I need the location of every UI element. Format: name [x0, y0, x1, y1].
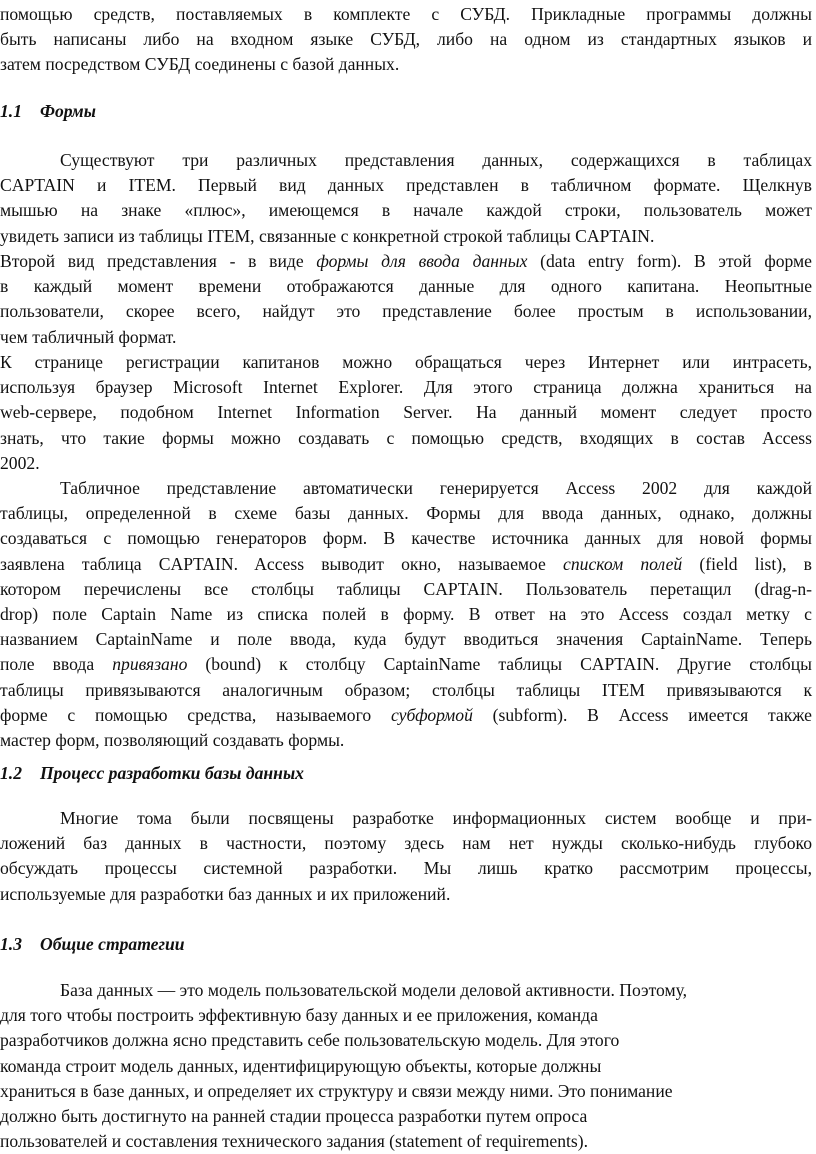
- text-line: пользователей и составления технического задания (statement of requirements).: [0, 1131, 589, 1152]
- text-line: знать, что такие формы можно создавать с помощью средств, входящих в состав Access: [0, 427, 812, 448]
- text-line: названием CaptainName и поле ввода, куда будут вводиться значения CaptainName. Теперь: [0, 629, 812, 650]
- text-line: используемые для разработки баз данных и их приложений.: [0, 883, 451, 904]
- text-line: помощью средств, поставляемых в комплекте с СУБД. Прикладные программы должны: [0, 4, 812, 24]
- section-heading-1-1: [0, 99, 96, 124]
- text-line: затем посредством СУБД соединены с базой данных.: [0, 54, 400, 75]
- text-line: К странице регистрации капитанов можно обращаться через Интернет или интрасеть,: [0, 352, 812, 372]
- text-line: в каждый момент времени отображаются данные для одного капитана. Неопытные: [0, 276, 812, 297]
- text-line: заявлена таблица CAPTAIN. Access выводит окно, называемое списком полей (field list), в: [0, 553, 812, 574]
- paragraph-development: [0, 806, 812, 907]
- text-line: База данных — это модель пользовательской модели деловой активности. Поэтому,: [60, 980, 688, 1000]
- text-line: команда строит модель данных, идентифицирующую объекты, которые должны: [0, 1055, 602, 1076]
- paragraph-form-view: [0, 249, 812, 350]
- section-number: 1.3: [0, 934, 22, 954]
- text-line: Табличное представление автоматически генерируется Access 2002 для каждой: [60, 478, 812, 498]
- section-title: Процесс разработки базы данных: [40, 763, 304, 783]
- text-line: храниться в базе данных, и определяет их структуру и связи между ними. Это понимание: [0, 1080, 673, 1101]
- paragraph-intro: [0, 2, 812, 78]
- paragraph-strategies: [0, 978, 812, 1154]
- section-heading-1-2: [0, 761, 304, 786]
- section-number: 1.2: [0, 763, 22, 783]
- text-line: мышью на знаке «плюс», имеющемся в начале каждой строки, пользователь может: [0, 200, 812, 221]
- term-data-entry-form: формы для ввода данных: [316, 251, 528, 271]
- text-line: разработчиков должна ясно представить себе пользовательскую модель. Для этого: [0, 1030, 620, 1051]
- text-line: CAPTAIN и ITEM. Первый вид данных представлен в табличном формате. Щелкнув: [0, 175, 812, 196]
- text-line: таблицы привязываются аналогичным образом; столбцы таблицы ITEM привязываются к: [0, 679, 812, 700]
- section-title: Формы: [40, 101, 96, 121]
- term-subform: субформой: [390, 704, 473, 725]
- text-line: 2002.: [0, 452, 40, 473]
- text-line: Существуют три различных представления данных, содержащихся в таблицах: [60, 150, 812, 170]
- section-heading-1-3: [0, 932, 185, 957]
- paragraph-registration: [0, 350, 812, 476]
- text-line: используя браузер Microsoft Internet Explorer. Для этого страница должна храниться на: [0, 377, 812, 398]
- text-line: таблицы, определенной в схеме базы данных. Формы для ввода данных, однако, должны: [0, 503, 812, 524]
- text-line: Второй вид представления - в виде формы для ввода данных (data entry form). В этой форме: [0, 251, 812, 271]
- text-line: должно быть достигнуто на ранней стадии процесса разработки путем опроса: [0, 1106, 588, 1127]
- paragraph-views: [0, 148, 812, 249]
- section-number: 1.1: [0, 101, 22, 121]
- text-line: мастер форм, позволяющий создавать формы.: [0, 730, 345, 751]
- text-line: для того чтобы построить эффективную базу данных и ее приложения, команда: [0, 1005, 598, 1026]
- text-line: быть написаны либо на входном языке СУБД, либо на одном из стандартных языков и: [0, 29, 812, 50]
- text-line: форме с помощью средства, называемого субформой (subform). В Access имеется также: [0, 704, 812, 725]
- text-line: drop) поле Captain Name из списка полей в форму. В ответ на это Access создал метку с: [0, 604, 812, 625]
- text-line: ложений баз данных в частности, поэтому здесь нам нет нужды сколько-нибудь глубоко: [0, 833, 812, 854]
- text-line: пользователи, скорее всего, найдут это представление более простым в использовании,: [0, 301, 812, 322]
- text-line: котором перечислены все столбцы таблицы CAPTAIN. Пользователь перетащил (drag-n-: [0, 578, 812, 599]
- text-line: чем табличный формат.: [0, 326, 177, 347]
- text-line: создаваться с помощью генераторов форм. В качестве источника данных для новой формы: [0, 528, 812, 549]
- text-line: поле ввода привязано (bound) к столбцу CaptainName таблицы CAPTAIN. Другие столбцы: [0, 654, 812, 675]
- term-bound: привязано: [112, 654, 188, 675]
- text-line: web-сервере, подобном Internet Information Server. На данный момент следует просто: [0, 402, 812, 423]
- text-line: Многие тома были посвящены разработке информационных систем вообще и при-: [60, 808, 812, 828]
- text-line: увидеть записи из таблицы ITEM, связанные с конкретной строкой таблицы CAPTAIN.: [0, 225, 655, 246]
- term-field-list: списком полей: [563, 553, 683, 574]
- section-title: Общие стратегии: [40, 934, 185, 954]
- paragraph-table-view: [0, 476, 812, 753]
- text-line: обсуждать процессы системной разработки. Мы лишь кратко рассмотрим процессы,: [0, 858, 812, 879]
